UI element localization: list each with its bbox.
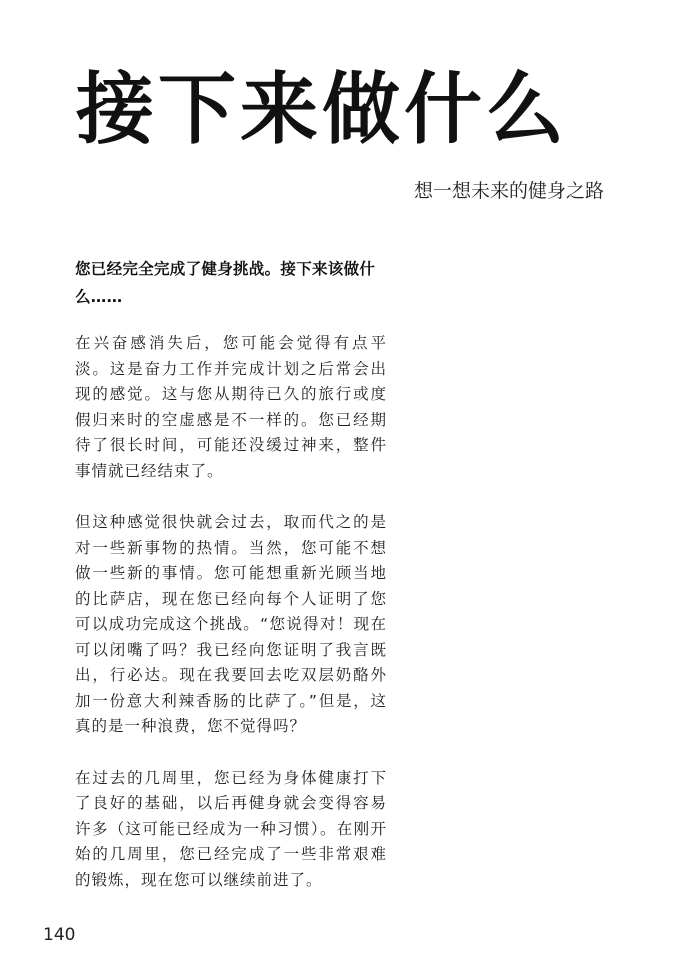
page-subtitle: 想一想未来的健身之路 bbox=[413, 180, 604, 202]
page-title: 接下来做什么 bbox=[76, 65, 569, 155]
body-paragraph-3: 在过去的几周里，您已经为身体健康打下了良好的基础，以后再健身就会变得容易许多（这可能已经成为一种习惯）。在刚开始的几周里，您已经完成了一些非常艰难的锻炼，现在您可以继续前进了。 bbox=[75, 768, 387, 889]
page-number: 140 bbox=[43, 925, 76, 945]
body-text-column bbox=[75, 255, 387, 919]
lead-paragraph: 您已经完全完成了健身挑战。接下来该做什么…… bbox=[75, 260, 376, 306]
body-paragraph-1: 在兴奋感消失后，您可能会觉得有点平淡。这是奋力工作并完成计划之后常会出现的感觉。这与您从期待已久的旅行或度假归来时的空虚感是不一样的。您已经期待了很长时间，可能还没缓过神来，整件事情就已经结束了。 bbox=[75, 334, 387, 480]
body-paragraph-2: 但这种感觉很快就会过去，取而代之的是对一些新事物的热情。当然，您可能不想做一些新的事情。您可能想重新光顾当地的比萨店，现在您已经向每个人证明了您可以成功完成这个挑战。“您说得对！现在可以闭嘴了吗？我已经向您证明了我言既出，行必达。现在我要回去吃双层奶酪外加一份意大利辣香肠的比萨了。”但是，这真的是一种浪费，您不觉得吗？ bbox=[75, 513, 387, 735]
